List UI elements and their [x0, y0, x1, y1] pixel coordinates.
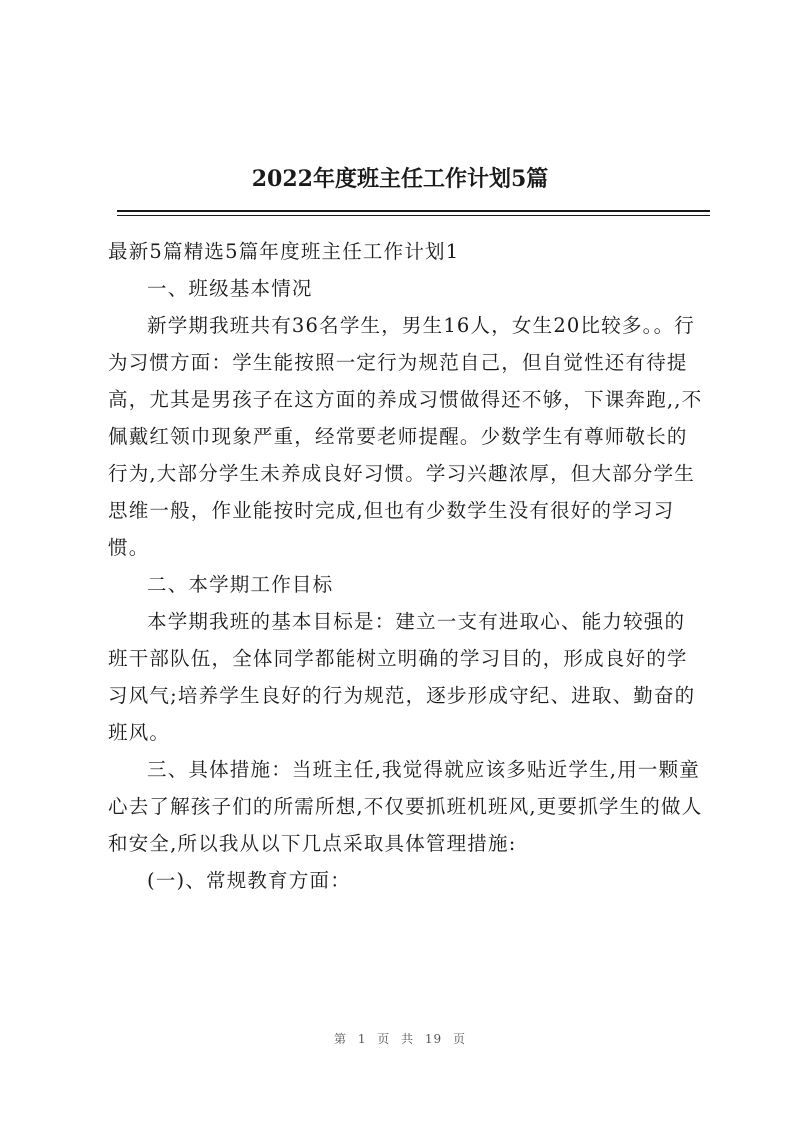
title-rule-thin [117, 215, 710, 216]
section-heading-1: 一、班级基本情况 [147, 277, 313, 300]
paragraph-class-situation: 新学期我班共有36名学生，男生16人，女生20比较多。。行为习惯方面：学生能按照一定行为规范自己，但自觉性还有待提高，尤其是男孩子在这方面的养成习惯做得还不够，下课奔跑,,不佩戴红领巾现象严重，经常要老师提醒。少数学生有尊师敬长的行为,大部分学生未养成良好习惯。学习兴趣浓厚，但大部分学生思维一般，作业能按时完成,但也有少数学生没有很好的学习习惯。 [108, 314, 703, 559]
paragraph-goals: 本学期我班的基本目标是：建立一支有进取心、能力较强的班干部队伍，全体同学都能树立明确的学习目的，形成良好的学习风气;培养学生良好的行为规范，逐步形成守纪、进取、勤奋的班风。 [108, 610, 696, 744]
page-footer: 第 1 页 共 19 页 [334, 1032, 466, 1046]
title-rule-thick [117, 210, 710, 212]
section-heading-2: 二、本学期工作目标 [147, 573, 334, 596]
document-body [108, 233, 704, 899]
document-subtitle: 最新5篇精选5篇年度班主任工作计划1 [108, 240, 460, 263]
section-heading-routine: (一)、常规教育方面： [147, 869, 351, 892]
paragraph-measures: 三、具体措施：当班主任,我觉得就应该多贴近学生,用一颗童心去了解孩子们的所需所想,不仅要抓班机班风,更要抓学生的做人和安全,所以我从以下几点采取具体管理措施: [108, 758, 703, 855]
document-title: 2022年度班主任工作计划5篇 [251, 166, 549, 192]
